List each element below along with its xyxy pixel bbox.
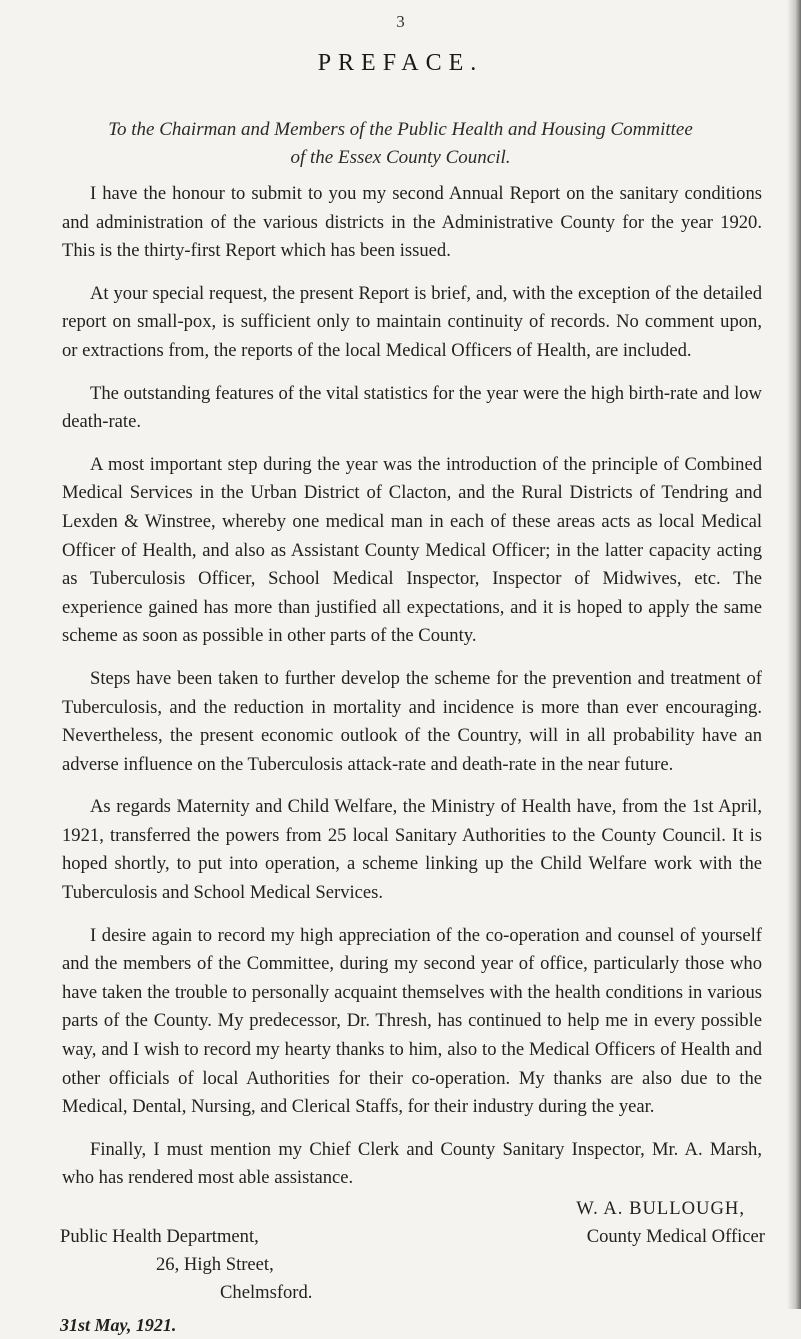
- paragraph: I desire again to record my high appreciation of the co-operation and counsel of yourself and the members of the Committee, during my second year of office, particularly those who have taken the trouble to personally acquaint themselves with the health conditions in various parts of the County. My predecessor, Dr. Thresh, has continued to help me in every possible way, and I wish to record my hearty thanks to him, also to the Medical Officers of Health and other officials of local Authorities for their co-operation. My thanks are also due to the Medical, Dental, Nursing, and Clerical Staffs, for their industry during the year.: [62, 924, 762, 1118]
- address-line-1: To the Chairman and Members of the Public Health and Housing Committee: [108, 119, 693, 140]
- page-binding-shadow: [787, 0, 801, 1309]
- page-number: 3: [396, 12, 405, 31]
- page-title: PREFACE.: [317, 50, 484, 76]
- address-block: [0, 116, 801, 172]
- signatory-name: W. A. BULLOUGH,: [576, 1198, 745, 1219]
- paragraph: I have the honour to submit to you my second Annual Report on the sanitary conditions and administration of the various districts in the Administrative County for the year 1920. This is the thirty-first Report which has been issued.: [62, 183, 762, 262]
- sender-address-line-2: 26, High Street,: [156, 1254, 274, 1275]
- paragraph: Finally, I must mention my Chief Clerk and County Sanitary Inspector, Mr. A. Marsh, who has rendered most able assistance.: [62, 1138, 762, 1189]
- paragraph: Steps have been taken to further develop the scheme for the prevention and treatment of Tuberculosis, and the reduction in mortality and incidence is more than ever encouraging. Nevertheless, the present economic outlook of the Country, will in all probability have an adverse influence on the Tuberculosis attack-rate and death-rate in the near future.: [62, 667, 762, 775]
- sender-address-line-3: Chelmsford.: [220, 1282, 313, 1303]
- paragraph: At your special request, the present Report is brief, and, with the exception of the detailed report on small-pox, is sufficient only to maintain continuity of records. No comment upon, or extractions from, the reports of the local Medical Officers of Health, are included.: [62, 282, 762, 361]
- body-text: [62, 180, 762, 1207]
- letter-date: 31st May, 1921.: [60, 1315, 177, 1335]
- paragraph: A most important step during the year was the introduction of the principle of Combined Medical Services in the Urban District of Clacton, and the Rural Districts of Tendring and Lexden & Winstree, whereby one medical man in each of these areas acts as local Medical Officer of Health, and also as Assistant County Medical Officer; in the latter capacity acting as Tuberculosis Officer, School Medical Inspector, Inspector of Midwives, etc. The experience gained has more than justified all expectations, and it is hoped to apply the same scheme as soon as possible in other parts of the County.: [62, 453, 762, 647]
- address-line-2: of the Essex County Council.: [290, 147, 511, 168]
- paragraph: The outstanding features of the vital statistics for the year were the high birth-rate and low death-rate.: [62, 382, 762, 433]
- sender-address-line-1: Public Health Department,: [60, 1226, 259, 1247]
- signature-block: [60, 1195, 765, 1335]
- paragraph: As regards Maternity and Child Welfare, the Ministry of Health have, from the 1st April, 1921, transferred the powers from 25 local Sanitary Authorities to the County Council. It is hoped shortly, to put into operation, a scheme linking up the Child Welfare work with the Tuberculosis and School Medical Services.: [62, 796, 762, 904]
- signatory-title: County Medical Officer: [586, 1226, 765, 1247]
